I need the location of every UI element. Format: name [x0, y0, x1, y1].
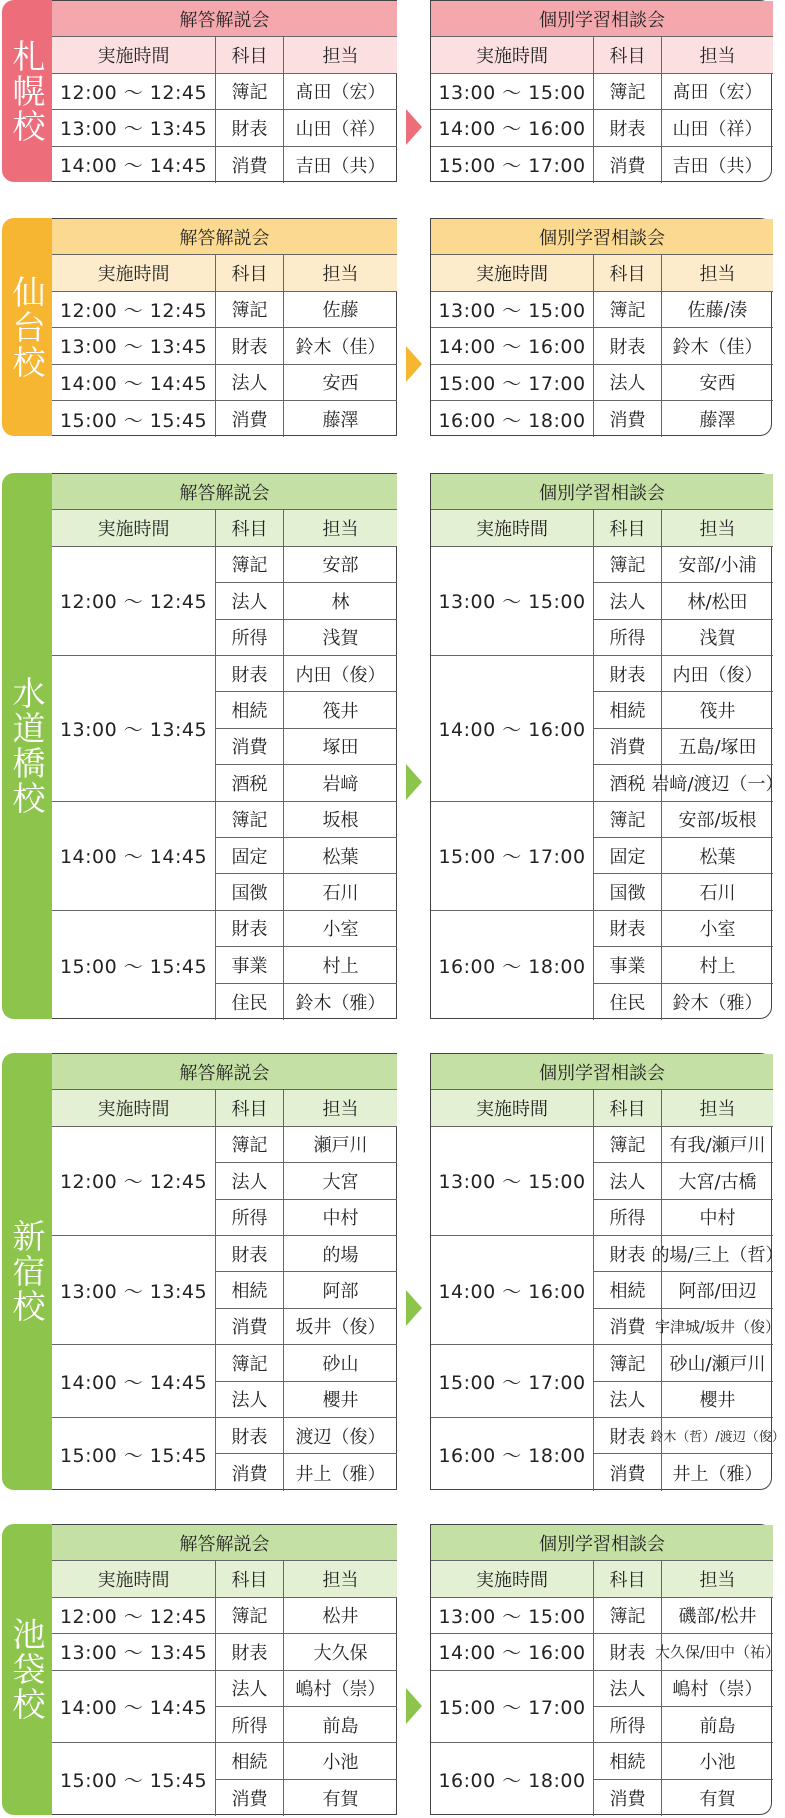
- staff-cell: 大久保/田中（祐）: [662, 1634, 773, 1670]
- school-block: [2, 218, 772, 436]
- subject-cell: 簿記: [216, 1345, 284, 1381]
- subject-cell: 消費: [594, 401, 662, 437]
- arrow-right-icon: [406, 109, 422, 145]
- staff-cell: 安部/小浦: [662, 547, 773, 583]
- staff-cell: 中村: [284, 1200, 397, 1236]
- time-cell: 15:00 〜 15:45: [52, 911, 216, 1020]
- subject-cell: 法人: [216, 1671, 284, 1707]
- time-cell: 15:00 〜 15:45: [52, 401, 216, 437]
- header-staff: 担当: [662, 1561, 773, 1597]
- staff-cell: 藤澤: [322, 410, 359, 432]
- subject-cell: 事業: [594, 947, 662, 983]
- staff-cell: 髙田（宏）: [662, 74, 773, 110]
- staff-cell: 有我/瀬戸川: [662, 1127, 773, 1163]
- table-title: 解答解説会: [52, 219, 397, 255]
- subject-cell: 相続: [216, 692, 284, 728]
- time-cell: 15:00 〜 17:00: [431, 1345, 594, 1418]
- staff-cell: 阿部/田辺: [662, 1272, 773, 1308]
- subject-cell: 相続: [594, 1743, 662, 1779]
- time-cell: 15:00 〜 17:00: [431, 802, 594, 911]
- time-cell: 12:00 〜 12:45: [52, 74, 216, 110]
- table-title: 解答解説会: [52, 1525, 397, 1561]
- header-subject: 科目: [594, 255, 662, 291]
- header-staff: 担当: [284, 255, 397, 291]
- staff-cell: 櫻井: [284, 1382, 397, 1418]
- subject-cell: 所得: [216, 1200, 284, 1236]
- staff-cell: 村上: [284, 947, 397, 983]
- school-name: 新宿校: [7, 1218, 47, 1324]
- subject-cell: 法人: [594, 1163, 662, 1199]
- subject-cell: 法人: [594, 1382, 662, 1418]
- staff-cell: 小池: [662, 1743, 773, 1779]
- subject-cell: 国徴: [594, 874, 662, 910]
- time-cell: 15:00 〜 17:00: [431, 1671, 594, 1744]
- subject-cell: 消費: [216, 1780, 284, 1816]
- consultation-table: [430, 473, 784, 1019]
- subject-cell: 財表: [216, 328, 284, 364]
- staff-cell: 塚田: [284, 729, 397, 765]
- staff-cell: 小室: [662, 911, 773, 947]
- subject-cell: 財表: [216, 1418, 284, 1454]
- staff-cell: 松井: [284, 1598, 397, 1634]
- time-cell: 13:00 〜 15:00: [431, 74, 594, 110]
- subject-cell: 所得: [594, 1200, 662, 1236]
- subject-cell: 消費: [216, 729, 284, 765]
- staff-cell: 坂根: [284, 802, 397, 838]
- staff-cell: 砂山: [284, 1345, 397, 1381]
- staff-cell: 有賀: [699, 1788, 736, 1810]
- subject-cell: 相続: [216, 1272, 284, 1308]
- consultation-table: [430, 1524, 781, 1815]
- subject-cell: 法人: [216, 1382, 284, 1418]
- staff-cell: 小池: [284, 1743, 397, 1779]
- header-subject: 科目: [216, 1561, 284, 1597]
- staff-cell: 石川: [284, 874, 397, 910]
- subject-cell: 法人: [594, 583, 662, 619]
- staff-cell: 安部/坂根: [662, 802, 773, 838]
- subject-cell: 簿記: [594, 1598, 662, 1634]
- subject-cell: 消費: [594, 1309, 662, 1345]
- staff-cell: 阿部: [284, 1272, 397, 1308]
- header-time: 実施時間: [431, 1090, 594, 1126]
- school-block: [2, 1053, 785, 1490]
- staff-cell: 嶋村（崇）: [284, 1671, 397, 1707]
- subject-cell: 簿記: [216, 1598, 284, 1634]
- subject-cell: 相続: [594, 692, 662, 728]
- staff-cell: 大宮: [284, 1163, 397, 1199]
- subject-cell: 消費: [216, 147, 284, 183]
- answer-session-table: [52, 218, 397, 436]
- table-title: 解答解説会: [52, 1054, 397, 1090]
- staff-cell: 鈴木（佳）: [284, 328, 397, 364]
- arrow-right-icon: [406, 346, 422, 382]
- staff-cell: 磯部/松井: [662, 1598, 773, 1634]
- staff-cell: 安西: [662, 365, 773, 401]
- time-cell: 16:00 〜 18:00: [431, 911, 594, 1020]
- subject-cell: 消費: [216, 1309, 284, 1345]
- staff-cell: 内田（俊）: [284, 656, 397, 692]
- subject-cell: 簿記: [594, 547, 662, 583]
- staff-cell: 的場/三上（哲）: [662, 1236, 773, 1272]
- staff-cell: 前島: [284, 1707, 397, 1743]
- header-staff: 担当: [284, 1090, 397, 1126]
- time-cell: 12:00 〜 12:45: [52, 1598, 216, 1634]
- header-staff: 担当: [284, 510, 397, 546]
- staff-cell: 鈴木（佳）: [662, 328, 773, 364]
- header-time: 実施時間: [431, 510, 594, 546]
- staff-cell: 浅賀: [662, 620, 773, 656]
- header-time: 実施時間: [431, 1561, 594, 1597]
- staff-cell: 鈴木（雅）: [295, 992, 386, 1014]
- time-cell: 15:00 〜 15:45: [52, 1743, 216, 1816]
- school-sidebar: [2, 218, 52, 436]
- arrow-right-icon: [406, 1290, 422, 1326]
- header-time: 実施時間: [431, 255, 594, 291]
- time-cell: 12:00 〜 12:45: [52, 292, 216, 328]
- header-subject: 科目: [216, 255, 284, 291]
- school-name: 水道橋校: [7, 676, 47, 816]
- subject-cell: 簿記: [594, 802, 662, 838]
- time-cell: 14:00 〜 16:00: [431, 656, 594, 802]
- staff-cell: 筏井: [662, 692, 773, 728]
- subject-cell: 簿記: [216, 292, 284, 328]
- subject-cell: 相続: [594, 1272, 662, 1308]
- time-cell: 14:00 〜 14:45: [52, 147, 216, 183]
- header-subject: 科目: [594, 510, 662, 546]
- consultation-table: [430, 1053, 785, 1490]
- staff-cell: 吉田（共）: [295, 155, 386, 177]
- school-block: [2, 0, 772, 182]
- subject-cell: 財表: [594, 656, 662, 692]
- staff-cell: 林/松田: [662, 583, 773, 619]
- time-cell: 14:00 〜 16:00: [431, 1236, 594, 1345]
- answer-session-table: [52, 0, 397, 182]
- subject-cell: 所得: [216, 1707, 284, 1743]
- staff-cell: 浅賀: [284, 620, 397, 656]
- staff-cell: 安西: [284, 365, 397, 401]
- subject-cell: 事業: [216, 947, 284, 983]
- subject-cell: 消費: [594, 729, 662, 765]
- time-cell: 15:00 〜 15:45: [52, 1418, 216, 1491]
- staff-cell: 鈴木（雅）: [672, 992, 763, 1014]
- staff-cell: 山田（祥）: [662, 110, 773, 146]
- time-cell: 16:00 〜 18:00: [431, 401, 594, 437]
- staff-cell: 櫻井: [662, 1382, 773, 1418]
- staff-cell: 井上（雅）: [295, 1463, 386, 1485]
- subject-cell: 国徴: [216, 874, 284, 910]
- header-time: 実施時間: [431, 37, 594, 73]
- subject-cell: 所得: [594, 1707, 662, 1743]
- subject-cell: 財表: [216, 911, 284, 947]
- staff-cell: 藤澤: [699, 410, 736, 432]
- table-title: 解答解説会: [52, 1, 397, 37]
- table-title: 個別学習相談会: [431, 1, 773, 37]
- header-staff: 担当: [662, 1090, 773, 1126]
- table-title: 個別学習相談会: [431, 219, 773, 255]
- staff-cell: 石川: [662, 874, 773, 910]
- time-cell: 14:00 〜 16:00: [431, 328, 594, 364]
- staff-cell: 五島/塚田: [662, 729, 773, 765]
- arrow-right-icon: [406, 1688, 422, 1724]
- subject-cell: 簿記: [216, 74, 284, 110]
- consultation-table: [430, 218, 772, 436]
- subject-cell: 財表: [216, 1236, 284, 1272]
- subject-cell: 消費: [594, 1780, 662, 1816]
- subject-cell: 消費: [594, 147, 662, 183]
- time-cell: 13:00 〜 15:00: [431, 292, 594, 328]
- school-sidebar: [2, 0, 52, 182]
- staff-cell: 林: [284, 583, 397, 619]
- header-time: 実施時間: [52, 37, 216, 73]
- subject-cell: 相続: [216, 1743, 284, 1779]
- staff-cell: 砂山/瀬戸川: [662, 1345, 773, 1381]
- staff-cell: 的場: [284, 1236, 397, 1272]
- staff-cell: 小室: [284, 911, 397, 947]
- time-cell: 13:00 〜 13:45: [52, 1634, 216, 1670]
- header-staff: 担当: [284, 1561, 397, 1597]
- subject-cell: 簿記: [216, 547, 284, 583]
- staff-cell: 松葉: [662, 838, 773, 874]
- time-cell: 14:00 〜 14:45: [52, 802, 216, 911]
- table-title: 個別学習相談会: [431, 1054, 773, 1090]
- subject-cell: 財表: [594, 1236, 662, 1272]
- staff-cell: 山田（祥）: [284, 110, 397, 146]
- header-time: 実施時間: [52, 1090, 216, 1126]
- time-cell: 13:00 〜 15:00: [431, 1127, 594, 1236]
- staff-cell: 岩﨑/渡辺（一）: [662, 765, 773, 801]
- header-time: 実施時間: [52, 1561, 216, 1597]
- staff-cell: 内田（俊）: [662, 656, 773, 692]
- staff-cell: 鈴木（哲）/渡辺（俊）: [662, 1418, 773, 1454]
- school-block: [2, 473, 784, 1019]
- staff-cell: 髙田（宏）: [284, 74, 397, 110]
- time-cell: 14:00 〜 16:00: [431, 1634, 594, 1670]
- subject-cell: 法人: [216, 1163, 284, 1199]
- time-cell: 13:00 〜 13:45: [52, 656, 216, 802]
- subject-cell: 簿記: [594, 1127, 662, 1163]
- subject-cell: 財表: [594, 911, 662, 947]
- time-cell: 14:00 〜 14:45: [52, 1345, 216, 1418]
- staff-cell: 安部: [284, 547, 397, 583]
- subject-cell: 簿記: [594, 74, 662, 110]
- subject-cell: 酒税: [594, 765, 662, 801]
- staff-cell: 佐藤/湊: [662, 292, 773, 328]
- staff-cell: 筏井: [284, 692, 397, 728]
- header-staff: 担当: [662, 255, 773, 291]
- header-subject: 科目: [216, 37, 284, 73]
- time-cell: 13:00 〜 13:45: [52, 328, 216, 364]
- subject-cell: 酒税: [216, 765, 284, 801]
- school-sidebar: [2, 1524, 52, 1815]
- staff-cell: 大宮/古橋: [662, 1163, 773, 1199]
- staff-cell: 村上: [662, 947, 773, 983]
- time-cell: 13:00 〜 13:45: [52, 110, 216, 146]
- answer-session-table: [52, 1053, 397, 1490]
- header-subject: 科目: [216, 510, 284, 546]
- header-subject: 科目: [594, 1561, 662, 1597]
- consultation-table: [430, 0, 772, 182]
- subject-cell: 財表: [216, 656, 284, 692]
- school-sidebar: [2, 1053, 52, 1490]
- staff-cell: 岩﨑: [284, 765, 397, 801]
- subject-cell: 簿記: [594, 1345, 662, 1381]
- subject-cell: 消費: [216, 401, 284, 437]
- header-time: 実施時間: [52, 510, 216, 546]
- subject-cell: 固定: [216, 838, 284, 874]
- time-cell: 13:00 〜 15:00: [431, 1598, 594, 1634]
- arrow-right-icon: [406, 764, 422, 800]
- time-cell: 15:00 〜 17:00: [431, 147, 594, 183]
- header-subject: 科目: [216, 1090, 284, 1126]
- header-staff: 担当: [662, 510, 773, 546]
- time-cell: 14:00 〜 16:00: [431, 110, 594, 146]
- subject-cell: 財表: [594, 110, 662, 146]
- answer-session-table: [52, 1524, 397, 1815]
- subject-cell: 財表: [216, 1634, 284, 1670]
- subject-cell: 法人: [594, 1671, 662, 1707]
- subject-cell: 簿記: [216, 802, 284, 838]
- header-staff: 担当: [662, 37, 773, 73]
- subject-cell: 所得: [216, 620, 284, 656]
- header-subject: 科目: [594, 37, 662, 73]
- time-cell: 13:00 〜 15:00: [431, 547, 594, 656]
- time-cell: 14:00 〜 14:45: [52, 365, 216, 401]
- subject-cell: 消費: [594, 1454, 662, 1490]
- staff-cell: 佐藤: [284, 292, 397, 328]
- staff-cell: 松葉: [284, 838, 397, 874]
- subject-cell: 財表: [594, 1418, 662, 1454]
- staff-cell: 大久保: [284, 1634, 397, 1670]
- staff-cell: 坂井（俊）: [284, 1309, 397, 1345]
- subject-cell: 住民: [594, 984, 662, 1020]
- school-name: 札幌校: [7, 38, 47, 144]
- table-title: 個別学習相談会: [431, 1525, 773, 1561]
- staff-cell: 瀬戸川: [284, 1127, 397, 1163]
- subject-cell: 所得: [594, 620, 662, 656]
- subject-cell: 簿記: [216, 1127, 284, 1163]
- staff-cell: 中村: [662, 1200, 773, 1236]
- staff-cell: 有賀: [322, 1788, 359, 1810]
- school-sidebar: [2, 473, 52, 1019]
- school-name: 池袋校: [7, 1617, 47, 1723]
- subject-cell: 法人: [216, 365, 284, 401]
- subject-cell: 法人: [216, 583, 284, 619]
- staff-cell: 宇津城/坂井（俊）: [662, 1309, 773, 1345]
- subject-cell: 財表: [594, 328, 662, 364]
- answer-session-table: [52, 473, 397, 1019]
- subject-cell: 財表: [216, 110, 284, 146]
- staff-cell: 吉田（共）: [672, 155, 763, 177]
- header-staff: 担当: [284, 37, 397, 73]
- subject-cell: 固定: [594, 838, 662, 874]
- time-cell: 12:00 〜 12:45: [52, 1127, 216, 1236]
- staff-cell: 前島: [662, 1707, 773, 1743]
- header-subject: 科目: [594, 1090, 662, 1126]
- time-cell: 13:00 〜 13:45: [52, 1236, 216, 1345]
- time-cell: 16:00 〜 18:00: [431, 1418, 594, 1491]
- table-title: 個別学習相談会: [431, 474, 773, 510]
- staff-cell: 井上（雅）: [672, 1463, 763, 1485]
- time-cell: 15:00 〜 17:00: [431, 365, 594, 401]
- staff-cell: 渡辺（俊）: [284, 1418, 397, 1454]
- subject-cell: 住民: [216, 984, 284, 1020]
- staff-cell: 嶋村（崇）: [662, 1671, 773, 1707]
- time-cell: 16:00 〜 18:00: [431, 1743, 594, 1816]
- school-name: 仙台校: [7, 274, 47, 380]
- subject-cell: 消費: [216, 1454, 284, 1490]
- table-title: 解答解説会: [52, 474, 397, 510]
- header-time: 実施時間: [52, 255, 216, 291]
- subject-cell: 簿記: [594, 292, 662, 328]
- school-block: [2, 1524, 781, 1815]
- subject-cell: 財表: [594, 1634, 662, 1670]
- subject-cell: 法人: [594, 365, 662, 401]
- time-cell: 14:00 〜 14:45: [52, 1671, 216, 1744]
- time-cell: 12:00 〜 12:45: [52, 547, 216, 656]
